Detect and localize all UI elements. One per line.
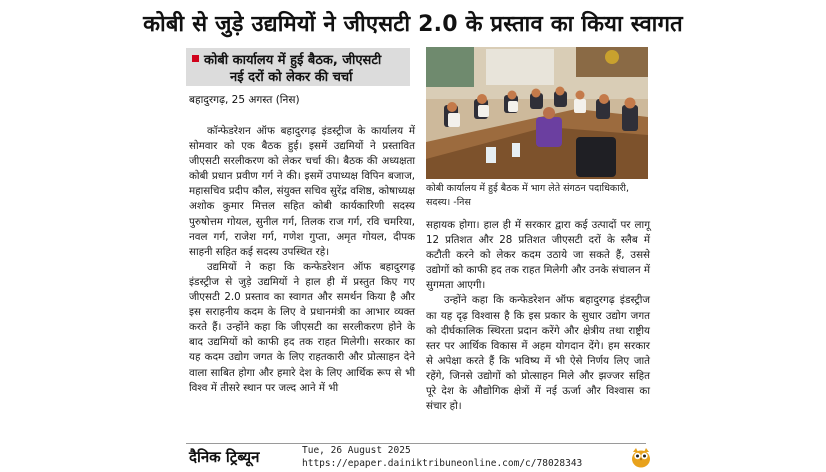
paragraph: उन्होंने कहा कि कन्फेडरेशन ऑफ बहादुरगढ़ इंडस्ट्रीज का यह दृढ़ विश्वास है कि इस प्रकार के सुधार उद्योग जगत को दीर्घकालिक स्थिरता प्रदान करेंगे और क्षेत्रीय तथा राष्ट्रीय स्तर पर आर्थिक विकास में अहम योगदान देंगे। हम सरकार से अपेक्षा करते हैं कि भविष्य में भी ऐसे निर्णय लिए जाते रहेंगे, जिनसे उद्योगों को प्रोत्साहन मिले और झज्जर सहित पूरे देश के औद्योगिक क्षेत्रों में नई ऊर्जा और विश्वास का संचार हो। [426, 294, 650, 413]
paragraph: उद्यमियों ने कहा कि कन्फेडरेशन ऑफ बहादुरगढ़ इंडस्ट्रीज से जुड़े उद्यमियों ने हाल ही में प्रस्तुत किए गए जीएसटी 2.0 प्रस्ताव का स्वागत और समर्थन किया है और इस सराहनीय कदम के लिए वे प्रधानमंत्री का आभार व्यक्त करते हैं। उन्होंने कहा कि जीएसटी का सरलीकरण होने के बाद उद्यमियों को काफी हद तक राहत मिलेगी। सरकार का यह कदम उद्योग जगत के लिए राहतकारी और प्रोत्साहन देने वाला साबित होगा और हमारे देश के लिए आर्थिक रूप से भी विश्व में तीसरे स्थान पर जल्द आने में भी [189, 260, 415, 394]
newspaper-brand: दैनिक ट्रिब्यून [189, 448, 260, 466]
paragraph: कॉन्फेडरेशन ऑफ बहादुरगढ़ इंडस्ट्रीज के कार्यालय में सोमवार को एक बैठक हुई। इसमें उद्यमियों ने प्रस्तावित जीएसटी सरलीकरण को लेकर चर्चा की। बैठक की अध्यक्षता कोबी प्रधान प्रवीण गर्ग ने की। इसमें उपाध्यक्ष विपिन बजाज, महासचिव प्रदीप कौल, संयुक्त सचिव सुरेंद्र वशिष्ठ, कोषाध्यक्ष अशोक कुमार मित्तल सहित कोबी कार्यकारिणी सदस्य पुरुषोत्तम गोयल, सुनील गर्ग, तिलक राज गर्ग, रवि चमरिया, नवल गर्ग, राजेश गर्ग, गणेश गुप्ता, अमृत गोयल, दीपक साहनी सहित कई सदस्य उपस्थित रहे। [189, 125, 415, 258]
photo-caption: कोबी कार्यालय में हुई बैठक में भाग लेते संगठन पदाधिकारी, सदस्य। -निस [426, 183, 630, 208]
subheadline-box [186, 48, 410, 86]
epaper-link[interactable]: https://epaper.dainiktribuneonline.com/c/78028343 [302, 458, 583, 469]
meeting-photo [426, 47, 648, 179]
edition-date: Tue, 26 August 2025 [302, 445, 411, 456]
bullet-square-icon [192, 55, 199, 62]
subheadline-line1: कोबी कार्यालय में हुई बैठक, जीएसटी [204, 53, 382, 68]
headline: कोबी से जुड़े उद्यमियों ने जीएसटी 2.0 के प्रस्ताव का किया स्वागत [143, 12, 683, 37]
article-column-2 [426, 218, 650, 414]
paragraph: सहायक होगा। हाल ही में सरकार द्वारा कई उत्पादों पर लागू 12 प्रतिशत और 28 प्रतिशत जीएसटी दरों के स्लैब में कटौती करने को लेकर कदम उठाये जा सकते हैं, उससे उद्योगों को काफी हद तक राहत मिलेगी और उनके संचालन में सुगमता आएगी। [426, 219, 650, 292]
subheadline-line2: नई दरों को लेकर की चर्चा [230, 70, 353, 85]
meeting-photo-illustration [426, 47, 648, 179]
footer-divider [186, 443, 646, 444]
owl-icon [630, 446, 652, 468]
article-column-1 [189, 124, 415, 396]
dateline: बहादुरगढ़, 25 अगस्त (निस) [189, 94, 300, 106]
